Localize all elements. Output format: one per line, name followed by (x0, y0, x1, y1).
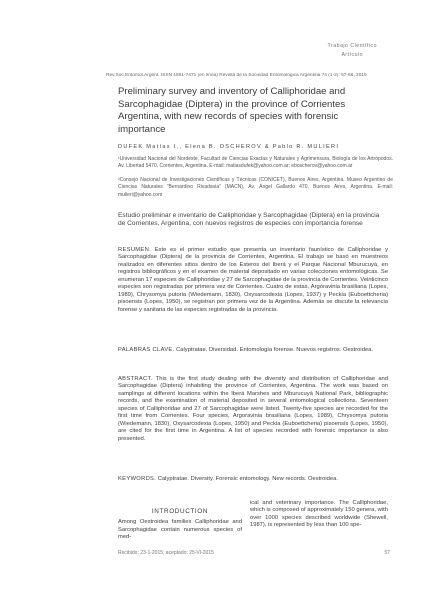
spanish-title: Estudio preliminar e inventario de Calliphoridae y Sarcophagidae (Diptera) en la provincia de Corrientes, Argentina, con nuevos registros de especies con importancia forense (118, 212, 380, 228)
keywords-label: KEYWORDS. (118, 476, 157, 482)
palabras-clave-text: Calyptratae. Diversidad. Entomología forense. Nuevos registros. Oestroidea. (176, 347, 373, 353)
resumen-label: RESUMEN. (118, 247, 151, 253)
abstract-label: ABSTRACT. (118, 376, 153, 382)
intro-column-left (118, 508, 242, 542)
palabras-clave-section (118, 347, 388, 354)
keywords-text: Calyptratae. Diversity. Forensic entomology. New records. Oestroidea. (157, 476, 338, 482)
article-type-label (328, 42, 377, 60)
page-footer (118, 550, 390, 556)
introduction-heading: INTRODUCTION (151, 508, 209, 515)
introduction-text-left: Among Oestroidea families Calliphoridae and Sarcophagidae contain numerous species of med- (118, 519, 242, 541)
page-number: 57 (384, 550, 390, 556)
palabras-clave-label: PALABRAS CLAVE. (118, 347, 175, 353)
article-type-line1: Trabajo Científico (327, 43, 377, 49)
article-title: Preliminary survey and inventory of Calliphoridae and Sarcophagidae (Diptera) in the province of Corrientes Argentina, with new records of species with forensic importance (118, 86, 346, 135)
abstract-text: This is the first study dealing with the diversity and distribution of Calliphoridae and Sarcophagidae (Diptera) inhabiting the province of Corrientes, Argentina. The work was based on samplings at different locations within the Iberá Marshes and Mburucuyá National Park, bibliographic records, and the examination of material deposited in several entomological collections. Seventeen species of Calliphoridae and 27 of Sarcophagidae were listed. Twenty-five species are recorded for the first time from Corrientes. Four species, Argoravinia brasiliana (Lopes, 1989), Chrysomya putoria (Wiedemann, 1830), Oxysarcodexia (Lopes, 1950) and Peckia (Euboettcheria) pisoensis (Lopes, 1950), are cited for the first time in Argentina. A list of species recorded with forensic importance is also presented. (118, 376, 388, 442)
journal-citation: Rev.Soc.Entomol.Argent. ISSN 1851-7471 (en línea) Revista de la Sociedad Entomológica Argentina 74 (1-2): 57-66, 2015 (106, 73, 367, 78)
keywords-section (118, 476, 388, 483)
resumen-section (118, 247, 388, 314)
intro-column-right: ical and veterinary importance. The Calliphoridae, which is composed of approximately 150 genera, with over 1000 species described worldwide (Shewell, 1987), is represented by less than 100 spe- (250, 500, 388, 529)
abstract-section (118, 376, 388, 443)
author-list: DUFEK Matías I., Elena B. OSCHEROV & Pablo R. MULIERI (118, 144, 340, 150)
article-type-line2: Artículo (341, 52, 364, 58)
received-dates: Recibido: 23-1-2015; aceptado: 25-VI-2015 (118, 550, 214, 556)
affiliation-2: ²Consejo Nacional de Investigaciones Científicas y Técnicas (CONICET), Buenos Aires, Argentina. Museo Argentino de Ciencias Naturales “Bernardino Rivadavia” (MACN), Av. Ángel Gallardo 470, Buenos Aires, Argentina. E-mail: mulieri@yahoo.com (118, 177, 393, 198)
resumen-text: Este es el primer estudio que presenta un inventario faunístico de Calliphoridae y Sarcophagidae (Diptera) de la provincia de Corrientes, Argentina. El trabajo se basó en muestreos realizados en diferentes sitios dentro de los Esteros del Iberá y el Parque Nacional Mburucuyá, en registros bibliográficos y en el examen de material depositado en varias colecciones entomológicas. Se enumeran 17 especies de Calliphoridae y 27 de Sarcophagidae de la provincia de Corrientes. Veinticinco especies son registradas por primera vez de Corrientes. Cuatro de estas, Argoravinia brasiliana (Lopes, 1989), Chrysomya putoria (Wiedemann, 1830), Oxysarcodexia (Lopes, 1937) y Peckia (Euboettcheria) pisoensis (Lopes, 1950), se registran por primera vez de la Argentina. Además se discute la relevancia forense y sanitaria de las especies registradas de la provincia. (118, 247, 388, 313)
affiliation-1: ¹Universidad Nacional del Nordeste, Facultad de Ciencias Exactas y Naturales y Agrimensura, Biología de los Artrópodos. Av. Libertad 5470, Corrientes, Argentina. E-mail: matiasdufek@yahoo.com.ar; eboscherov@yahoo.com.ar (118, 156, 393, 170)
